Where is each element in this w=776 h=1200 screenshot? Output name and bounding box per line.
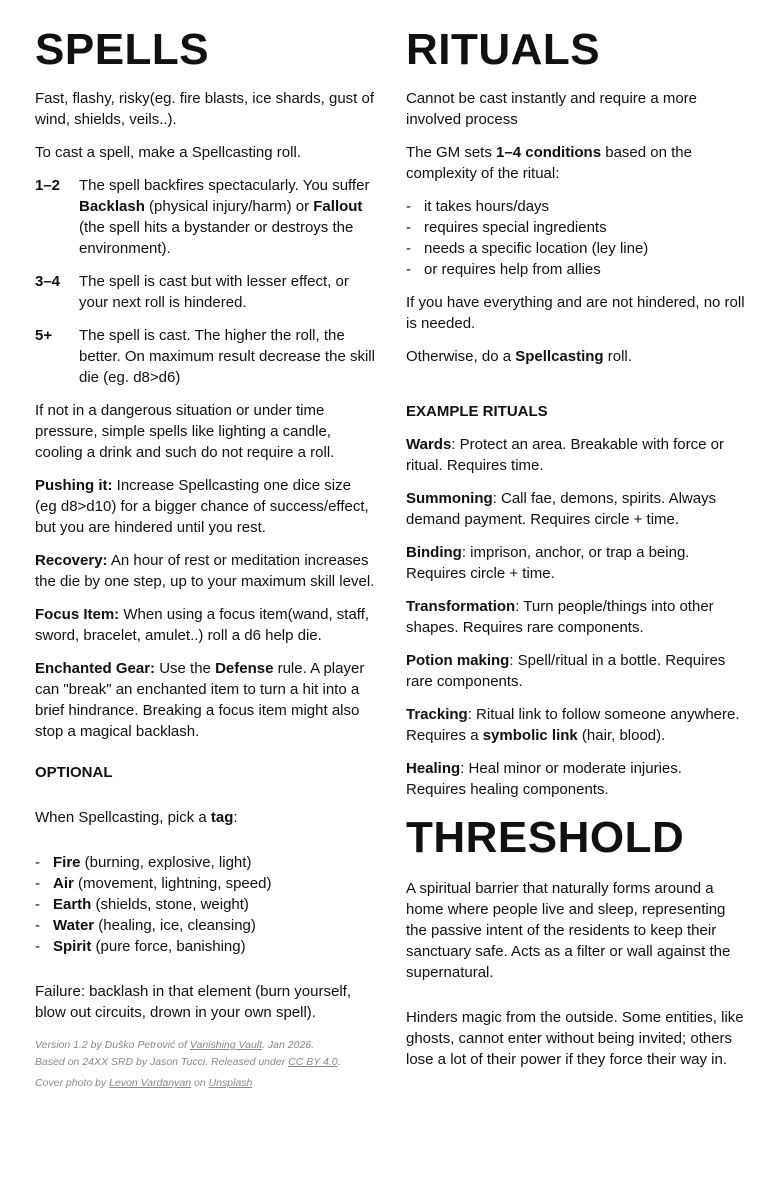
- rituals-title: RITUALS: [406, 25, 601, 74]
- roll-table: [35, 175, 375, 388]
- threshold-title: THRESHOLD: [406, 813, 685, 862]
- rituals-intro: Cannot be cast instantly and require a more involved process: [406, 90, 697, 128]
- enchanted-gear-rule: Enchanted Gear: Use the Defense rule. A player can "break" an enchanted item to turn a hit into a brief hindrance. Breaking a focus item might also stop a magical backlash.: [35, 660, 365, 740]
- ritual-entry: Transformation: Turn people/things into other shapes. Requires rare components.: [406, 598, 714, 636]
- spells-column: [35, 24, 375, 1092]
- roll-row: [35, 271, 375, 313]
- license-link[interactable]: CC BY 4.0: [288, 1056, 338, 1068]
- list-item: - Water (healing, ice, cleansing): [35, 917, 256, 934]
- list-item: - needs a specific location (ley line): [406, 240, 649, 257]
- roll-key: 1–2: [35, 177, 61, 194]
- list-item: - Fire (burning, explosive, light): [35, 854, 252, 871]
- gm-conditions: The GM sets 1–4 conditions based on the complexity of the ritual:: [406, 144, 692, 182]
- unsplash-link[interactable]: Unsplash: [208, 1077, 253, 1089]
- threshold-section: [406, 812, 746, 1070]
- spells-cast-line: To cast a spell, make a Spellcasting roll.: [35, 144, 301, 161]
- ritual-entry: Summoning: Call fae, demons, spirits. Always demand payment. Requires circle + time.: [406, 490, 717, 528]
- list-item: - requires special ingredients: [406, 219, 607, 236]
- credits-line: Cover photo by Levon Vardanyan on Unsplash: [35, 1077, 253, 1089]
- credits-footer: [35, 1037, 375, 1092]
- pushing-it-rule: Pushing it: Increase Spellcasting one dice size (eg d8>d10) for a bigger chance of success/effect, but you are hindered until you rest.: [35, 477, 369, 536]
- no-roll-note: If not in a dangerous situation or under time pressure, simple spells like lighting a candle, cooling a drink and such do not require a roll.: [35, 402, 335, 461]
- roll-row: [35, 325, 375, 388]
- list-item: - it takes hours/days: [406, 198, 550, 215]
- threshold-description: A spiritual barrier that naturally forms around a home where people live and sleep, representing the passive intent of the residents to keep their sanctuary safe. Acts as a filter or wall against the supernatural.: [406, 880, 731, 981]
- ritual-entry: Tracking: Ritual link to follow someone anywhere. Requires a symbolic link (hair, blood).: [406, 706, 740, 744]
- ritual-entry: Wards: Protect an area. Breakable with force or ritual. Requires time.: [406, 436, 724, 474]
- list-item: - or requires help from allies: [406, 261, 601, 278]
- credits-line: Based on 24XX SRD by Jason Tucci. Released under CC BY 4.0.: [35, 1056, 341, 1068]
- credits-line: Version 1.2 by Duško Petrović of Vanishing Vault. Jan 2026.: [35, 1039, 315, 1051]
- optional-heading: OPTIONAL: [35, 764, 113, 781]
- list-item: - Air (movement, lightning, speed): [35, 875, 272, 892]
- spells-title: SPELLS: [35, 25, 210, 74]
- conditions-list: [406, 196, 746, 280]
- example-rituals-heading: EXAMPLE RITUALS: [406, 403, 548, 420]
- vanishing-vault-link[interactable]: Vanishing Vault: [189, 1039, 263, 1051]
- focus-item-rule: Focus Item: When using a focus item(wand, staff, sword, bracelet, amulet..) roll a d6 help die.: [35, 606, 370, 644]
- ritual-entry: Binding: imprison, anchor, or trap a being. Requires circle + time.: [406, 544, 690, 582]
- roll-text: The spell is cast. The higher the roll, the better. On maximum result decrease the skill die (eg. d8>d6): [79, 327, 375, 386]
- roll-row: [35, 175, 375, 259]
- rituals-column: [406, 24, 746, 1082]
- roll-key: 3–4: [35, 273, 61, 290]
- roll-text: The spell backfires spectacularly. You suffer Backlash (physical injury/harm) or Fallout (the spell hits a bystander or destroys the environment).: [79, 177, 370, 257]
- recovery-rule: Recovery: An hour of rest or meditation increases the die by one step, up to your maximum skill level.: [35, 552, 375, 590]
- ritual-entry: Healing: Heal minor or moderate injuries. Requires healing components.: [406, 760, 682, 798]
- tag-list: [35, 852, 375, 957]
- photographer-link[interactable]: Levon Vardanyan: [109, 1077, 192, 1089]
- spells-intro: Fast, flashy, risky(eg. fire blasts, ice shards, gust of wind, shields, veils..).: [35, 90, 375, 128]
- threshold-hinders: Hinders magic from the outside. Some entities, like ghosts, cannot enter without being invited; others lose a lot of their power if they force their way in.: [406, 1009, 744, 1068]
- otherwise-roll: Otherwise, do a Spellcasting roll.: [406, 348, 632, 365]
- tag-intro: When Spellcasting, pick a tag:: [35, 809, 238, 826]
- no-roll-needed: If you have everything and are not hindered, no roll is needed.: [406, 294, 745, 332]
- ritual-entry: Potion making: Spell/ritual in a bottle. Requires rare components.: [406, 652, 726, 690]
- list-item: - Earth (shields, stone, weight): [35, 896, 249, 913]
- list-item: - Spirit (pure force, banishing): [35, 938, 246, 955]
- roll-text: The spell is cast but with lesser effect, or your next roll is hindered.: [79, 273, 349, 311]
- failure-note: Failure: backlash in that element (burn yourself, blow out circuits, drown in your own spell).: [35, 983, 351, 1021]
- roll-key: 5+: [35, 327, 53, 344]
